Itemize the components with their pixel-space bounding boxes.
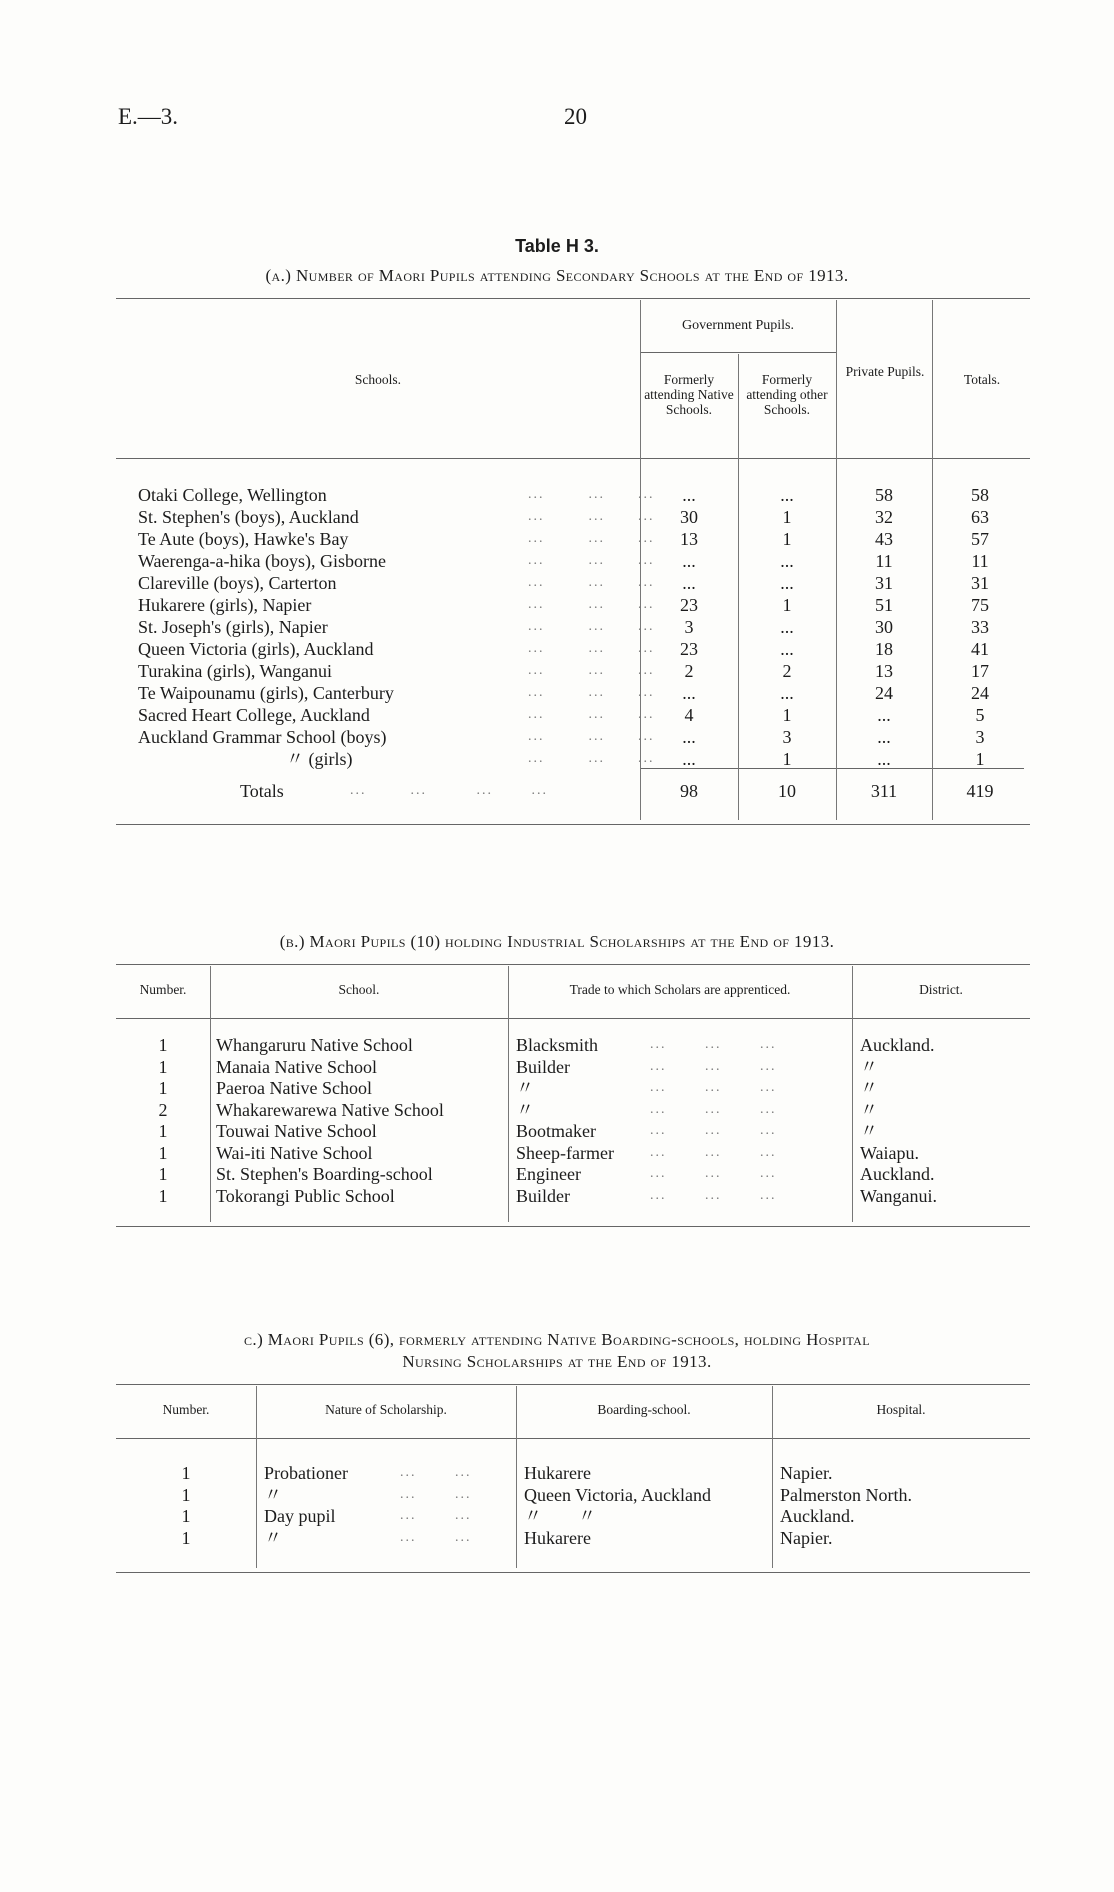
school-name: Tokorangi Public School: [216, 1185, 395, 1206]
leader-dots: ... ...: [400, 1465, 472, 1480]
school-name: Whakarewarewa Native School: [216, 1099, 444, 1120]
total-value: 58: [971, 485, 989, 505]
leader-dots: ... ...: [400, 1508, 472, 1523]
col-government: Government Pupils.: [682, 318, 794, 333]
table-b-row: [0, 1120, 1114, 1142]
page-number: 20: [564, 104, 587, 129]
table-c-row: [0, 1484, 1114, 1506]
leader-dots: ... ... ...: [528, 707, 655, 722]
school-name: Auckland Grammar School (boys): [138, 727, 387, 747]
col-hospital: Hospital.: [876, 1402, 926, 1417]
leader-dots: ... ... ...: [528, 619, 655, 634]
school-name: Waerenga-a-hika (boys), Gisborne: [138, 551, 386, 571]
formerly-other-value: 2: [782, 661, 792, 681]
formerly-native-value: 4: [684, 705, 694, 725]
number-value: 1: [158, 1035, 168, 1055]
table-a-row: [0, 682, 1114, 704]
total-value: 41: [971, 639, 989, 659]
formerly-other-value: ...: [780, 551, 794, 571]
private-value: 11: [875, 551, 893, 571]
number-value: 1: [181, 1484, 191, 1505]
table-a-row: [0, 704, 1114, 726]
leader-dots: ... ... ...: [650, 1187, 777, 1203]
table-a-row: [0, 506, 1114, 528]
trade-name: Builder: [516, 1056, 570, 1077]
district-name: Waiapu.: [860, 1142, 920, 1163]
total-value: 11: [971, 551, 989, 571]
district-name: Auckland.: [860, 1035, 935, 1055]
table-c-row: [0, 1527, 1114, 1549]
school-name: Clareville (boys), Carterton: [138, 573, 337, 593]
number-value: 1: [158, 1121, 168, 1141]
total-value: 31: [971, 573, 989, 593]
total-value: 3: [975, 727, 985, 747]
total-native: 98: [680, 781, 698, 801]
leader-dots: ... ... ...: [528, 531, 655, 546]
leader-dots: ... ... ...: [650, 1101, 777, 1117]
private-value: ...: [877, 705, 891, 725]
leader-dots: ... ...: [400, 1486, 472, 1502]
leader-dots: ... ... ...: [650, 1144, 777, 1160]
boarding-school: 〃 〃: [524, 1506, 596, 1526]
formerly-other-value: 1: [782, 749, 792, 769]
school-name: Turakina (girls), Wanganui: [138, 661, 333, 681]
number-value: 1: [181, 1463, 191, 1483]
private-value: 30: [875, 617, 893, 637]
col-trade: Trade to which Scholars are apprenticed.: [569, 982, 791, 997]
private-value: 24: [875, 683, 893, 703]
hospital-name: Auckland.: [780, 1506, 855, 1526]
col-formerly-native: Formerly attending Native Schools.: [644, 372, 734, 417]
district-name: 〃: [860, 1121, 878, 1141]
school-name: Wai-iti Native School: [216, 1142, 373, 1163]
hospital-name: Napier.: [780, 1527, 833, 1548]
formerly-native-value: ...: [682, 573, 696, 593]
leader-dots: ... ... ...: [528, 663, 655, 678]
table-a-row: [0, 748, 1114, 770]
table-c-row: [0, 1505, 1114, 1527]
report-code: E.—3.: [118, 104, 179, 129]
table-b-row: [0, 1056, 1114, 1078]
scholarship-nature: Probationer: [264, 1463, 348, 1483]
formerly-native-value: 13: [680, 529, 698, 549]
school-name: St. Stephen's (boys), Auckland: [138, 507, 359, 527]
private-value: 31: [875, 573, 893, 593]
school-name: Te Aute (boys), Hawke's Bay: [138, 529, 349, 549]
leader-dots: ... ... ...: [528, 685, 655, 700]
school-name: Te Waipounamu (girls), Canterbury: [138, 683, 394, 703]
number-value: 1: [158, 1056, 168, 1077]
formerly-other-value: 1: [782, 529, 792, 549]
district-name: Wanganui.: [860, 1185, 938, 1206]
district-name: 〃: [860, 1056, 878, 1077]
formerly-other-value: ...: [780, 639, 794, 659]
total-value: 1: [975, 749, 985, 769]
school-name: St. Stephen's Boarding-school: [216, 1164, 433, 1184]
leader-dots: ... ...: [400, 1529, 472, 1545]
total-value: 75: [971, 595, 989, 615]
table-b-row: [0, 1142, 1114, 1164]
school-name: Paeroa Native School: [216, 1078, 372, 1098]
leader-dots: ... ... ...: [528, 553, 655, 568]
table-c-caption-1: c.) Maori Pupils (6), formerly attending Native Boarding-schools, holding Hospital: [244, 1330, 870, 1349]
leader-dots: ... ... ...: [650, 1037, 777, 1052]
school-name: Otaki College, Wellington: [138, 485, 327, 505]
total-value: 17: [971, 661, 989, 681]
formerly-other-value: ...: [780, 573, 794, 593]
leader-dots: ... ... ...: [528, 641, 655, 656]
col-schools: Schools.: [354, 372, 402, 387]
formerly-native-value: 30: [680, 507, 698, 527]
table-a-row: [0, 616, 1114, 638]
leader-dots: ... ... ...: [528, 509, 655, 524]
table-c-row: [0, 1462, 1114, 1484]
number-value: 1: [181, 1506, 191, 1526]
formerly-native-value: ...: [682, 485, 696, 505]
totals-label: Totals: [240, 781, 284, 801]
school-name: Queen Victoria (girls), Auckland: [138, 639, 374, 659]
total-value: 57: [971, 529, 989, 549]
formerly-other-value: 1: [782, 705, 792, 725]
number-value: 1: [158, 1185, 168, 1206]
formerly-native-value: 23: [680, 595, 698, 615]
trade-name: Blacksmith: [516, 1035, 598, 1055]
total-value: 63: [971, 507, 989, 527]
school-name: Touwai Native School: [216, 1121, 377, 1141]
table-a-row: [0, 594, 1114, 616]
private-value: 51: [875, 595, 893, 615]
table-a-row: [0, 572, 1114, 594]
formerly-native-value: 3: [684, 617, 694, 637]
trade-name: Engineer: [516, 1164, 581, 1184]
table-b-row: [0, 1163, 1114, 1185]
col-nature: Nature of Scholarship.: [325, 1402, 447, 1417]
district-name: 〃: [860, 1099, 878, 1120]
scholarship-nature: 〃: [264, 1527, 282, 1548]
table-c-caption-2: Nursing Scholarships at the End of 1913.: [402, 1352, 712, 1371]
formerly-native-value: ...: [682, 683, 696, 703]
trade-name: Sheep-farmer: [516, 1142, 614, 1163]
scholarship-nature: 〃: [264, 1484, 282, 1505]
school-name: Manaia Native School: [216, 1056, 377, 1077]
private-value: ...: [877, 749, 891, 769]
school-name: Hukarere (girls), Napier: [138, 595, 312, 615]
formerly-other-value: ...: [780, 617, 794, 637]
hospital-name: Palmerston North.: [780, 1484, 912, 1505]
boarding-school: Queen Victoria, Auckland: [524, 1484, 712, 1505]
col-totals: Totals.: [963, 372, 1001, 387]
leader-dots: ... ... ...: [650, 1080, 777, 1095]
formerly-other-value: 1: [782, 595, 792, 615]
formerly-other-value: ...: [780, 485, 794, 505]
total-value: 33: [971, 617, 989, 637]
table-a-totals-row: Totals ... ... ... ... 98 10 311 419: [0, 780, 1114, 802]
district-name: 〃: [860, 1078, 878, 1098]
formerly-other-value: ...: [780, 683, 794, 703]
number-value: 2: [158, 1099, 168, 1120]
private-value: 58: [875, 485, 893, 505]
school-name: Sacred Heart College, Auckland: [138, 705, 370, 725]
leader-dots: ... ... ...: [528, 729, 655, 744]
district-name: Auckland.: [860, 1164, 935, 1184]
table-a-row: [0, 484, 1114, 506]
school-name: Whangaruru Native School: [216, 1035, 413, 1055]
total-value: 5: [975, 705, 985, 725]
col-formerly-other: Formerly attending other Schools.: [746, 372, 828, 417]
formerly-native-value: 2: [684, 661, 694, 681]
number-value: 1: [158, 1142, 168, 1163]
table-a-row: [0, 660, 1114, 682]
boarding-school: Hukarere: [524, 1463, 591, 1483]
private-value: 13: [875, 661, 893, 681]
col-number: Number.: [139, 982, 187, 997]
formerly-native-value: ...: [682, 727, 696, 747]
formerly-native-value: 23: [680, 639, 698, 659]
total-all: 419: [966, 781, 994, 801]
total-value: 24: [971, 683, 989, 703]
boarding-school: Hukarere: [524, 1527, 591, 1548]
col-private: Private Pupils.: [845, 364, 925, 379]
table-a-row: [0, 638, 1114, 660]
school-name: St. Joseph's (girls), Napier: [138, 617, 328, 637]
private-value: 18: [875, 639, 893, 659]
table-b-row: [0, 1099, 1114, 1121]
leader-dots: ... ... ...: [528, 751, 655, 766]
formerly-native-value: ...: [682, 551, 696, 571]
leader-dots: ... ... ...: [650, 1058, 777, 1074]
scholarship-nature: Day pupil: [264, 1506, 336, 1526]
col-district: District.: [919, 982, 963, 997]
hospital-name: Napier.: [780, 1463, 833, 1483]
col-c-number: Number.: [162, 1402, 210, 1417]
trade-name: Builder: [516, 1185, 570, 1206]
table-b-caption: (b.) Maori Pupils (10) holding Industrial Scholarships at the End of 1913.: [279, 932, 835, 951]
table-a-row: [0, 550, 1114, 572]
formerly-other-value: 3: [782, 727, 792, 747]
leader-dots: ... ... ...: [650, 1166, 777, 1181]
table-a-row: [0, 726, 1114, 748]
leader-dots: ... ... ...: [528, 575, 655, 590]
table-title: Table H 3.: [515, 236, 599, 256]
number-value: 1: [158, 1164, 168, 1184]
formerly-native-value: ...: [682, 749, 696, 769]
table-b-row: [0, 1185, 1114, 1207]
leader-dots: ... ... ...: [528, 597, 655, 612]
trade-name: 〃: [516, 1099, 534, 1120]
table-b-row: [0, 1077, 1114, 1099]
table-a-row: [0, 528, 1114, 550]
total-other: 10: [778, 781, 796, 801]
school-name: 〃 (girls): [286, 749, 353, 769]
private-value: 43: [875, 529, 893, 549]
table-a-caption: (a.) Number of Maori Pupils attending Secondary Schools at the End of 1913.: [265, 266, 849, 285]
leader-dots: ... ... ...: [528, 487, 655, 502]
number-value: 1: [181, 1527, 191, 1548]
number-value: 1: [158, 1078, 168, 1098]
trade-name: 〃: [516, 1078, 534, 1098]
private-value: ...: [877, 727, 891, 747]
formerly-other-value: 1: [782, 507, 792, 527]
total-private: 311: [870, 781, 898, 801]
col-boarding: Boarding-school.: [597, 1402, 691, 1417]
private-value: 32: [875, 507, 893, 527]
trade-name: Bootmaker: [516, 1121, 596, 1141]
col-school: School.: [338, 982, 380, 997]
leader-dots: ... ... ...: [650, 1123, 777, 1138]
table-b-row: [0, 1034, 1114, 1056]
